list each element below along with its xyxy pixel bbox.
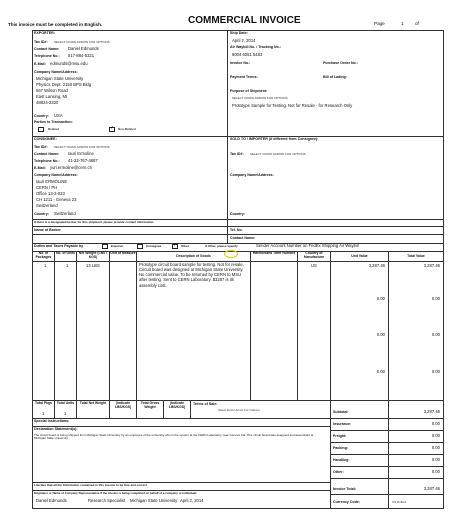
sold-to-heading: SOLD TO / IMPORTER (if different from Consignee): — [230, 137, 319, 141]
total-units-label: Total Units — [56, 401, 75, 405]
outer-right-border — [443, 30, 444, 509]
broker-name-label: Name of Broker — [34, 228, 61, 232]
purpose-select[interactable]: SELECT DOWN ARROW FOR OPTIONS — [232, 96, 288, 100]
col-line-1 — [54, 251, 55, 418]
handling-field[interactable]: 0.00 — [431, 457, 440, 462]
consignee-address-line[interactable]: Office 13-2-023 — [36, 191, 65, 196]
bill-of-lading-label: Bill of Lading: — [323, 75, 347, 79]
col-header-description: Description of Goods — [176, 254, 211, 258]
zero-unit-value[interactable]: 0.00 — [376, 332, 385, 337]
purpose-label: Purpose of Shipment: — [230, 89, 268, 93]
duties-other-checkbox[interactable] — [172, 244, 178, 249]
subtotal-field[interactable]: 3,287.46 — [423, 409, 440, 414]
duties-other-label: Other — [181, 244, 190, 248]
consignee-contact-label: Contact Name: — [34, 152, 60, 156]
item-units-field[interactable]: 1 — [66, 263, 69, 268]
invoice-no-label: Invoice No.: — [230, 61, 251, 65]
non-related-label: Non-Related — [118, 127, 136, 131]
page-label: Page — [374, 21, 385, 26]
insurance-label: Insurance: — [333, 422, 352, 426]
subtotal-row-line — [330, 418, 443, 419]
totals-bottom-line — [32, 418, 330, 419]
awb-label: Air Waybill No. / Tracking No.: — [230, 45, 281, 49]
description-callout-icon: → — [224, 250, 238, 258]
freight-label: Freight: — [333, 434, 347, 438]
duties-exporter-label: Exporter — [111, 244, 124, 248]
consignee-phone-field[interactable]: 41-22-767-4687 — [68, 158, 98, 163]
non-related-checkbox[interactable] — [109, 127, 115, 132]
other-charges-label: Other: — [333, 470, 344, 474]
payment-terms-label: Payment Terms: — [230, 75, 258, 79]
declaration-text[interactable]: The circuit board is being shipped from Michigan State University by an employee of the university who is the system at the CERN Laboratory near Geneva CH. This circuit board was designed and assembled at Michigan State University. — [34, 433, 314, 441]
packing-label: Packing: — [333, 446, 348, 450]
page-of-label: of — [415, 21, 419, 26]
sold-to-taxid-select[interactable]: SELECT DOWN ARROW FOR OPTIONS — [250, 152, 306, 156]
originator-title[interactable]: Research Specialist — [88, 498, 126, 503]
total-gross-weight-label: Total Gross Weight — [140, 401, 160, 409]
consignee-country-field[interactable]: Switzerland — [54, 211, 76, 216]
consignee-taxid-label: Tax ID#: — [34, 145, 48, 149]
originator-date[interactable]: April 2, 2014 — [180, 498, 204, 503]
invoice-total-field[interactable]: 3,287.46 — [423, 486, 440, 491]
col-header-country: Country of Manufacture — [303, 251, 325, 259]
exporter-country-field[interactable]: USA — [54, 113, 63, 118]
terms-of-sale-label: Terms of Sale: — [193, 402, 218, 406]
other-charges-field[interactable]: 0.00 — [431, 469, 440, 474]
special-instructions-label: Special Instructions: — [34, 419, 70, 423]
originator-org[interactable]: Michigan State University — [130, 498, 178, 503]
consignee-address-line[interactable]: CERN / PH — [36, 185, 58, 190]
zero-unit-value[interactable]: 0.00 — [376, 369, 385, 374]
consignee-heading: CONSIGNEE: — [34, 137, 57, 141]
broker-note-line — [32, 226, 443, 227]
col-line-4 — [136, 251, 137, 418]
handling-row-line — [330, 466, 443, 467]
related-checkbox[interactable] — [38, 127, 44, 132]
total-units-field[interactable]: 1 — [64, 411, 67, 416]
col-header-total-value: Total Value — [407, 254, 425, 258]
insurance-field[interactable]: 0.00 — [431, 421, 440, 426]
invoice-total-label: Invoice Total: — [333, 487, 356, 491]
col-header-weight: Net Weight (LBS / KGS) — [78, 251, 108, 259]
col-header-packages: No. of Packages — [35, 251, 52, 259]
duties-exporter-checkbox[interactable] — [102, 244, 108, 249]
awb-field[interactable]: 8004 6051 5483 — [232, 52, 263, 57]
page-number[interactable]: 1 — [401, 21, 404, 26]
col-line-3 — [109, 251, 110, 418]
currency-field[interactable]: US Dollars — [392, 500, 407, 504]
broker-row-line — [32, 234, 443, 235]
exporter-contact-label: Contact Name: — [34, 47, 60, 51]
exporter-address-line[interactable]: East Lansing, MI — [36, 94, 68, 99]
ship-date-field[interactable]: April 2, 2014 — [232, 38, 256, 43]
col-header-units: No. of Units — [55, 251, 76, 255]
other-row-line — [330, 478, 443, 479]
sold-to-company-label: Company Name/Address: — [230, 173, 274, 177]
col-line-5 — [250, 251, 251, 400]
exporter-contact-field[interactable]: Daniel Edmunds — [68, 46, 99, 51]
exporter-taxid-label: Tax ID#: — [34, 40, 48, 44]
consignee-phone-label: Telephone No.: — [34, 159, 60, 163]
item-weight-field[interactable]: 13 LBS — [86, 263, 100, 268]
exporter-taxid-select[interactable]: SELECT DOWN ARROW FOR OPTIONS — [54, 40, 110, 44]
col-header-uom: Unit of Measure — [110, 251, 136, 255]
sold-to-country-label: Country: — [230, 212, 245, 216]
duties-other-field[interactable]: Sender Account Number on FedEx Shipping Air Waybill — [256, 243, 359, 248]
col-line-7 — [330, 251, 331, 509]
originator-label: Originator or Name of Company Representative if the invoice is being completed on behalf of a company or individual: — [34, 491, 197, 495]
zero-unit-value[interactable]: 0.00 — [376, 296, 385, 301]
parties-label: Parties to Transaction: — [34, 120, 73, 124]
broker-contact-label: Contact Name: — [230, 236, 256, 240]
related-label: Related — [48, 127, 59, 131]
duties-consignee-checkbox[interactable] — [137, 244, 143, 249]
consignee-country-label: Country: — [34, 212, 49, 216]
consignee-email-field[interactable]: yuri.ermoline@cern.ch — [50, 165, 92, 170]
handling-label: Handling: — [333, 458, 350, 462]
total-pkgs-label: Total Pkgs — [35, 401, 52, 405]
item-packages-field[interactable]: 1 — [44, 263, 47, 268]
exporter-heading: EXPORTER: — [34, 31, 55, 35]
consignee-address-line[interactable]: CH 1211 - Geneva 23 — [36, 197, 77, 202]
zero-total-value[interactable]: 0.00 — [431, 332, 440, 337]
certify-statement: I declare that all the information contained in this invoice to be true and correct. — [34, 483, 148, 487]
outer-bottom-border — [32, 508, 443, 509]
english-note: This invoice must be completed in English. — [8, 22, 103, 27]
packing-row-line — [330, 454, 443, 455]
currency-label: Currency Code: — [333, 500, 360, 504]
col-line-4c — [190, 400, 191, 418]
exporter-phone-field[interactable]: 517-884-5321 — [68, 53, 95, 58]
consignee-address-line[interactable]: Switzerland — [36, 203, 58, 208]
packing-field[interactable]: 0.00 — [431, 445, 440, 450]
exporter-address-line[interactable]: 567 Wilson Road — [36, 88, 68, 93]
col-line-2 — [76, 251, 77, 418]
total-row-line — [330, 494, 443, 495]
consignee-contact-field[interactable]: Iauri Ermoline — [68, 151, 94, 156]
sold-to-taxid-label: Tax ID#: — [230, 152, 244, 156]
exporter-address-line[interactable]: Physics Dept. 2150 BPS Bldg — [36, 82, 92, 87]
outer-left-border — [32, 30, 33, 509]
purpose-field[interactable]: Prototype Sample for Testing. Not for Resale - for Research Only — [232, 103, 353, 108]
duties-consignee-label: Consignee — [146, 244, 162, 248]
exporter-email-field[interactable]: edmunds@msu.edu — [50, 61, 88, 66]
item-country-field[interactable]: US — [311, 263, 317, 268]
consignee-taxid-select[interactable]: SELECT DOWN ARROW FOR OPTIONS — [54, 145, 110, 149]
consignee-address-line[interactable]: Iauri ERMOLINE — [36, 179, 68, 184]
item-description-field[interactable]: Prototype circuit board sample for testing. Not for resale. Circuit board was designed at Michigan State University. No commercial value. To be returned by CERN to MSU after testing. Sent to CERN Laboratory. $3287 is its assembly cost. — [139, 262, 244, 288]
terms-of-sale-select[interactable]: Select Down Arrow For Options — [218, 408, 260, 412]
originator-name[interactable]: Daniel Edmunds — [36, 498, 67, 503]
ship-date-label: Ship Date: — [230, 31, 248, 35]
freight-row-line — [330, 442, 443, 443]
consignee-company-label: Company Name/Address: — [34, 173, 78, 177]
item-total-value-field[interactable]: 3,287.46 — [423, 263, 440, 268]
freight-field[interactable]: 0.00 — [431, 433, 440, 438]
broker-phone-label: Tel. No. — [230, 228, 243, 232]
zero-total-value[interactable]: 0.00 — [431, 369, 440, 374]
col-header-tariff: Harmonized Tariff Number — [252, 251, 296, 255]
exporter-company-label: Company Name/Address: — [34, 70, 78, 74]
col-header-unit-value: Unit Value — [351, 254, 368, 258]
duties-label: Duties and Taxes Payable by — [34, 244, 84, 248]
po-no-label: Purchase Order No.: — [323, 61, 358, 65]
col-line-6 — [297, 251, 298, 400]
exporter-email-label: E-Mail: — [34, 62, 46, 66]
page-title: COMMERCIAL INVOICE — [188, 15, 301, 26]
col-line-8 — [388, 251, 389, 509]
total-net-weight-label: Total Net Weight — [79, 401, 107, 405]
declaration-label: Declaration Statement(s): — [34, 427, 78, 431]
exporter-address-line[interactable]: 48824-2320 — [36, 100, 59, 105]
insurance-row-line — [330, 430, 443, 431]
exporter-address-line[interactable]: Michigan State University — [36, 76, 84, 81]
duties-other-note: If Other, please specify — [205, 244, 238, 248]
gross-weight-unit-label: (Indicate LBS/KGS) — [168, 401, 186, 409]
subtotal-label: Subtotal: — [333, 410, 349, 414]
exporter-country-label: Country: — [34, 114, 49, 118]
exporter-phone-label: Telephone No.: — [34, 54, 60, 58]
item-unit-value-field[interactable]: 3,287.46 — [368, 263, 385, 268]
net-weight-unit-label: (Indicate LBS/KGS) — [114, 401, 132, 409]
broker-note: If there is a designated broker for this shipment, please provide contact information. — [34, 220, 155, 224]
total-pkgs-field[interactable]: 1 — [42, 411, 45, 416]
zero-total-value[interactable]: 0.00 — [431, 296, 440, 301]
consignee-email-label: E-Mail: — [34, 166, 46, 170]
